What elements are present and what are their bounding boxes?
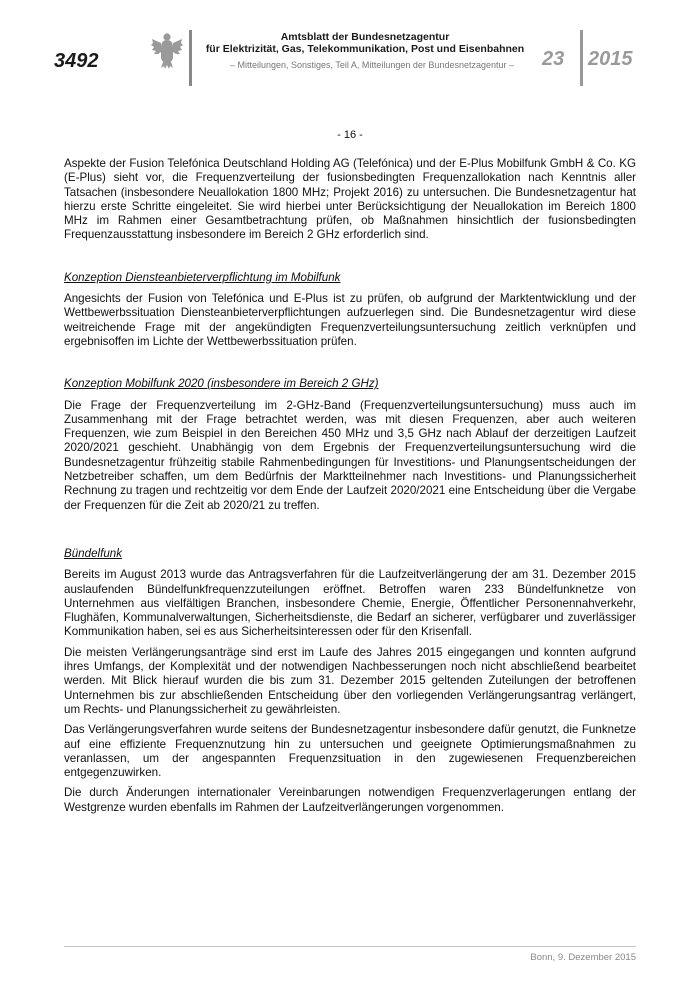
gazette-subtitle: – Mitteilungen, Sonstiges, Teil A, Mitteilungen der Bundesnetzagentur – bbox=[229, 60, 514, 70]
gazette-title-line1: Amtsblatt der Bundesnetzagentur bbox=[280, 31, 450, 43]
section-paragraph-buendelfunk-4: Die durch Änderungen internationaler Vereinbarungen notwendigen Frequenzverlagerungen entlang der Westgrenze wurden ebenfalls im Rahmen der Laufzeitverlängerungen vorgenommen. bbox=[64, 786, 636, 814]
intro-paragraph: Aspekte der Fusion Telefónica Deutschland Holding AG (Telefónica) und der E-Plus Mobilfunk GmbH & Co. KG (E-Plus) sieht vor, die Frequenzverteilung der fusionsbedingten Frequenzallokation nach Kenntnis aller Tatsachen (insbesondere Neuallokation 1800 MHz; Projekt 2016) zu untersuchen. Die Bundesnetzagentur hat hierzu erste Schritte eingeleitet. Sie wird hierbei unter Berücksichtigung der Neuallokation im Bereich 1800 MHz im Rahmen einer Gesamtbetrachtung prüfen, ob Maßnahmen hinsichtlich der fusionsbedingten Frequenzausstattung insbesondere im Bereich 2 GHz erforderlich sind. bbox=[64, 157, 636, 242]
section-heading-mobilfunk-2020: Konzeption Mobilfunk 2020 (insbesondere im Bereich 2 GHz) bbox=[64, 377, 379, 391]
internal-page-marker: - 16 - bbox=[337, 129, 363, 141]
section-paragraph-diensteanbieter: Angesichts der Fusion von Telefónica und E-Plus ist zu prüfen, ob aufgrund der Marktentwicklung und der Wettbewerbssituation Diensteanbieterverpflichtungen aufzuerlegen sind. Die Bundesnetzagentur wird diese weitreichende Frage mit der angekündigten Frequenzverteilungsuntersuchung zeitlich verknüpfen und ergebnisoffen im Lichte der Wettbewerbssituation prüfen. bbox=[64, 292, 636, 348]
document-body bbox=[64, 157, 636, 815]
section-paragraph-buendelfunk-3: Das Verlängerungsverfahren wurde seitens der Bundesnetzagentur insbesondere dafür genutzt, die Funknetze auf eine effiziente Frequenznutzung hin zu untersuchen und geeignete Optimierungsmaßnahmen zu veranlassen, um der angespannten Frequenzsituation in den zugewiesenen Frequenzbereichen entgegenzuwirken. bbox=[64, 723, 636, 780]
section-paragraph-buendelfunk-1: Bereits im August 2013 wurde das Antragsverfahren für die Laufzeitverlängerung der am 31. Dezember 2015 auslaufenden Bündelfunkfrequenzzuteilungen eröffnet. Betroffen waren 233 Bündelfunknetze von Unternehmen aus vielfältigen Branchen, insbesondere Chemie, Energie, Öffentlicher Personennahverkehr, Flughäfen, Kommunalverwaltungen, Sicherheitsdienste, die Bedarf an sicherer, verfügbarer und zuverlässiger Kommunikation haben, sei es aus Sicherheitsinteressen oder für den Krisenfall. bbox=[64, 568, 636, 639]
issue-year: 2015 bbox=[588, 48, 633, 70]
section-heading-buendelfunk: Bündelfunk bbox=[64, 546, 123, 560]
page-number: 3492 bbox=[54, 50, 99, 72]
footer-place-date: Bonn, 9. Dezember 2015 bbox=[530, 952, 636, 963]
issue-number: 23 bbox=[542, 48, 565, 70]
federal-eagle-icon bbox=[150, 30, 184, 70]
section-paragraph-buendelfunk-2: Die meisten Verlängerungsanträge sind erst im Laufe des Jahres 2015 eingegangen und konnten aufgrund ihres Umfangs, der Komplexität und der notwendigen Nachbesserungen noch nicht abschließend bearbeitet werden. Mit Blick hierauf wurden die bis zum 31. Dezember 2015 geltenden Zuteilungen der betroffenen Unternehmen bis zur abschließenden Entscheidung über den vorliegenden Verlängerungsantrag verlängert, um Rechts- und Planungssicherheit zu gewährleisten. bbox=[64, 645, 636, 716]
footer-divider bbox=[64, 946, 636, 947]
section-heading-diensteanbieter: Konzeption Diensteanbieterverpflichtung im Mobilfunk bbox=[64, 270, 341, 284]
header-divider-right bbox=[580, 30, 583, 86]
section-paragraph-mobilfunk-2020: Die Frage der Frequenzverteilung im 2-GHz-Band (Frequenzverteilungsuntersuchung) muss auch im Zusammenhang mit der Frage betrachtet werden, was mit diesen Frequenzen, aber auch weiteren Frequenzen, wie zum Beispiel in den Bereichen 450 MHz und 3,5 GHz nach Ablauf der derzeitigen Laufzeit 2020/2021 geschieht. Unabhängig von dem Ergebnis der Frequenzverteilungsuntersuchung wird die Bundesnetzagentur frühzeitig stabile Rahmenbedingungen für Investitions- und Planungsentscheidungen der Netzbetreiber schaffen, um dem Bedürfnis der Marktteilnehmer nach Investitions- und Planungssicherheit Rechnung zu tragen und rechtzeitig vor dem Ende der Laufzeit 2020/2021 eine Entscheidung über die Vergabe der Frequenzen für die Zeit ab 2020/21 zu treffen. bbox=[64, 398, 636, 512]
gazette-title-line2: für Elektrizität, Gas, Telekommunikation, Post und Eisenbahnen bbox=[205, 43, 525, 55]
